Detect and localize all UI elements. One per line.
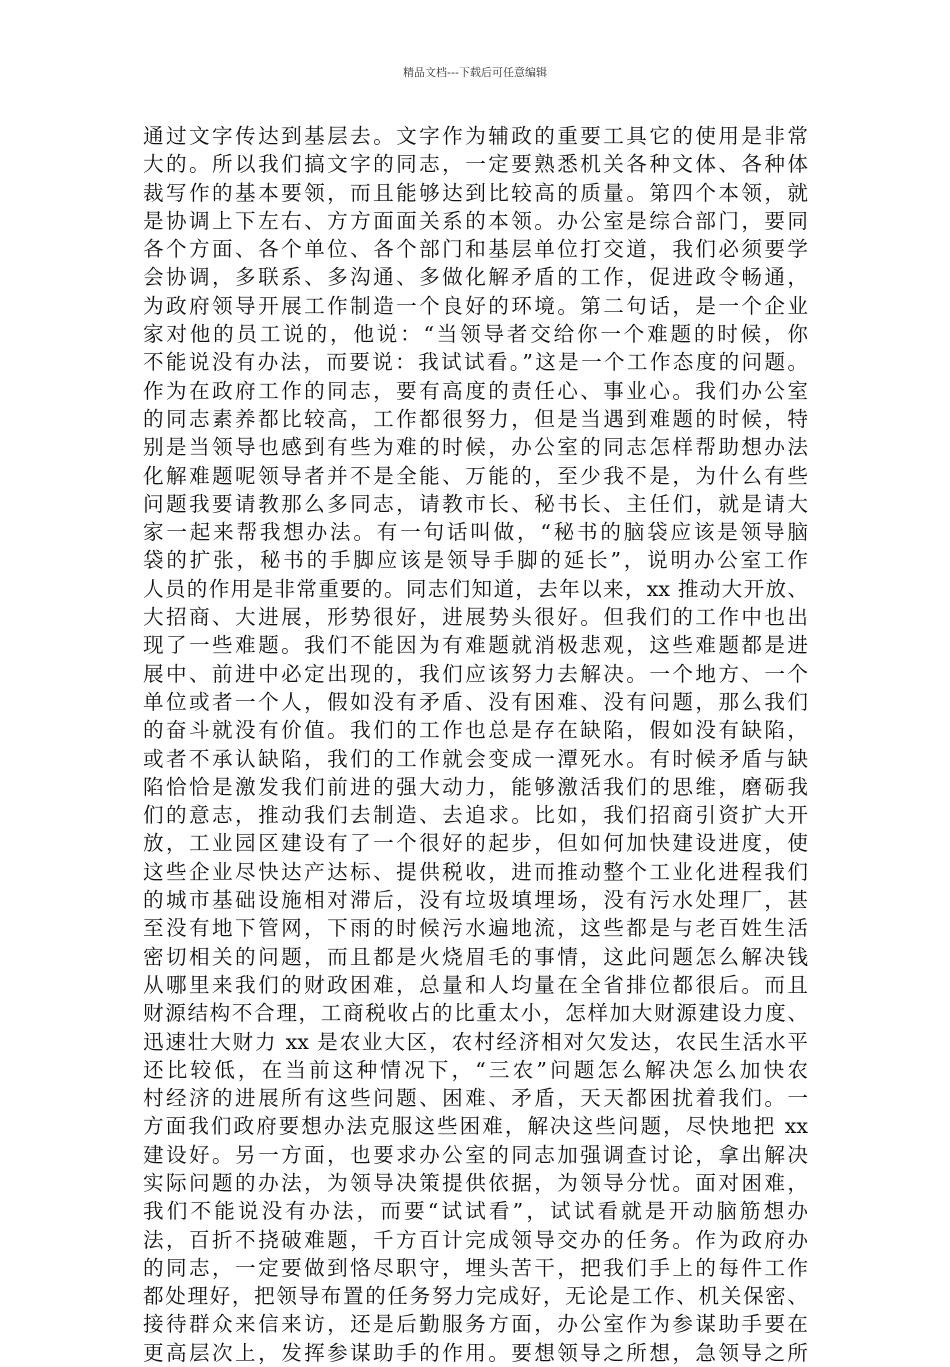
page-header: 精品文档---下载后可任意编辑: [403, 66, 547, 79]
body-line: 建设好。另一方面，也要求办公室的同志加强调查讨论，拿出解决: [143, 1142, 808, 1167]
body-line: 从哪里来我们的财政困难，总量和人均量在全省排位都很后。而且: [143, 972, 808, 997]
body-line: 的同志素养都比较高，工作都很努力，但是当遇到难题的时候，特: [143, 406, 808, 431]
body-line: 或者不承认缺陷，我们的工作就会变成一潭死水。有时候矛盾与缺: [143, 746, 808, 771]
body-line: 不能说没有办法，而要说：我试试看。”这是一个工作态度的问题。: [143, 350, 808, 375]
body-line: 作为在政府工作的同志，要有高度的责任心、事业心。我们办公室: [143, 378, 808, 403]
body-line: 会协调，多联系、多沟通、多做化解矛盾的工作，促进政令畅通，: [143, 265, 808, 290]
body-line: 财源结构不合理，工商税收占的比重太小，怎样加大财源建设力度、: [143, 1001, 808, 1026]
body-line: 单位或者一个人，假如没有矛盾、没有困难、没有问题，那么我们: [143, 689, 808, 714]
body-line: 的城市基础设施相对滞后，没有垃圾填埋场，没有污水处理厂，甚: [143, 888, 808, 913]
body-line: 村经济的进展所有这些问题、困难、矛盾，天天都困扰着我们。一: [143, 1086, 808, 1111]
body-line: 方面我们政府要想办法克服这些困难，解决这些问题，尽快地把 xx: [143, 1114, 808, 1139]
body-line: 各个方面、各个单位、各个部门和基层单位打交道，我们必须要学: [143, 237, 808, 262]
body-line: 实际问题的办法，为领导决策提供依据，为领导分忧。面对困难，: [143, 1170, 808, 1195]
body-line: 更高层次上，发挥参谋助手的作用。要想领导之所想，急领导之所: [143, 1340, 808, 1365]
body-line: 展中、前进中必定出现的，我们应该努力去解决。一个地方、一个: [143, 661, 808, 686]
body-line: 大招商、大进展，形势很好，进展势头很好。但我们的工作中也出: [143, 605, 808, 630]
body-line: 都处理好，把领导布置的任务努力完成好，无论是工作、机关保密、: [143, 1284, 808, 1309]
body-line: 这些企业尽快达产达标、提供税收，进而推动整个工业化进程我们: [143, 859, 808, 884]
body-line: 接待群众来信来访，还是后勤服务方面，办公室作为参谋助手要在: [143, 1312, 808, 1337]
body-line: 至没有地下管网，下雨的时候污水遍地流，这些都是与老百姓生活: [143, 916, 808, 941]
body-line: 是协调上下左右、方方面面关系的本领。办公室是综合部门，要同: [143, 208, 808, 233]
body-line: 的同志，一定要做到恪尽职守，埋头苦干，把我们手上的每件工作: [143, 1255, 808, 1280]
body-line: 通过文字传达到基层去。文字作为辅政的重要工具它的使用是非常: [143, 124, 808, 148]
body-line: 袋的扩张，秘书的手脚应该是领导手脚的延长”，说明办公室工作: [143, 548, 808, 573]
body-line: 的奋斗就没有价值。我们的工作也总是存在缺陷，假如没有缺陷，: [143, 718, 808, 743]
body-line: 裁写作的基本要领，而且能够达到比较高的质量。第四个本领，就: [143, 180, 808, 205]
body-line: 家对他的员工说的，他说：“当领导者交给你一个难题的时候，你: [143, 322, 808, 347]
body-line: 迅速壮大财力 xx 是农业大区，农村经济相对欠发达，农民生活水平: [143, 1029, 808, 1054]
body-line: 为政府领导开展工作制造一个良好的环境。第二句话，是一个企业: [143, 293, 808, 318]
body-line: 人员的作用是非常重要的。同志们知道，去年以来，xx 推动大开放、: [143, 576, 808, 601]
body-line: 密切相关的问题，而且都是火烧眉毛的事情，这此问题怎么解决钱: [143, 944, 808, 969]
body-line: 法，百折不挠破难题，千方百计完成领导交办的任务。作为政府办: [143, 1227, 808, 1252]
body-line: 现了一些难题。我们不能因为有难题就消极悲观，这些难题都是进: [143, 633, 808, 658]
body-line: 化解难题呢领导者并不是全能、万能的，至少我不是，为什么有些: [143, 463, 808, 488]
body-line: 陷恰恰是激发我们前进的强大动力，能够激活我们的思维，磨砺我: [143, 774, 808, 799]
body-line: 放，工业园区建设有了一个很好的起步，但如何加快建设进度，使: [143, 831, 808, 856]
body-line: 问题我要请教那么多同志，请教市长、秘书长、主任们，就是请大: [143, 491, 808, 516]
body-line: 们的意志，推动我们去制造、去追求。比如，我们招商引资扩大开: [143, 803, 808, 828]
body-line: 还比较低，在当前这种情况下，“三农”问题怎么解决怎么加快农: [143, 1057, 808, 1082]
body-line: 别是当领导也感到有些为难的时候，办公室的同志怎样帮助想办法: [143, 435, 808, 460]
body-line: 我们不能说没有办法，而要“试试看”，试试看就是开动脑筋想办: [143, 1199, 808, 1224]
body-text: [143, 122, 808, 1367]
body-line: 大的。所以我们搞文字的同志，一定要熟悉机关各种文体、各种体: [143, 152, 808, 177]
body-line: 家一起来帮我想办法。有一句话叫做，“秘书的脑袋应该是领导脑: [143, 520, 808, 545]
